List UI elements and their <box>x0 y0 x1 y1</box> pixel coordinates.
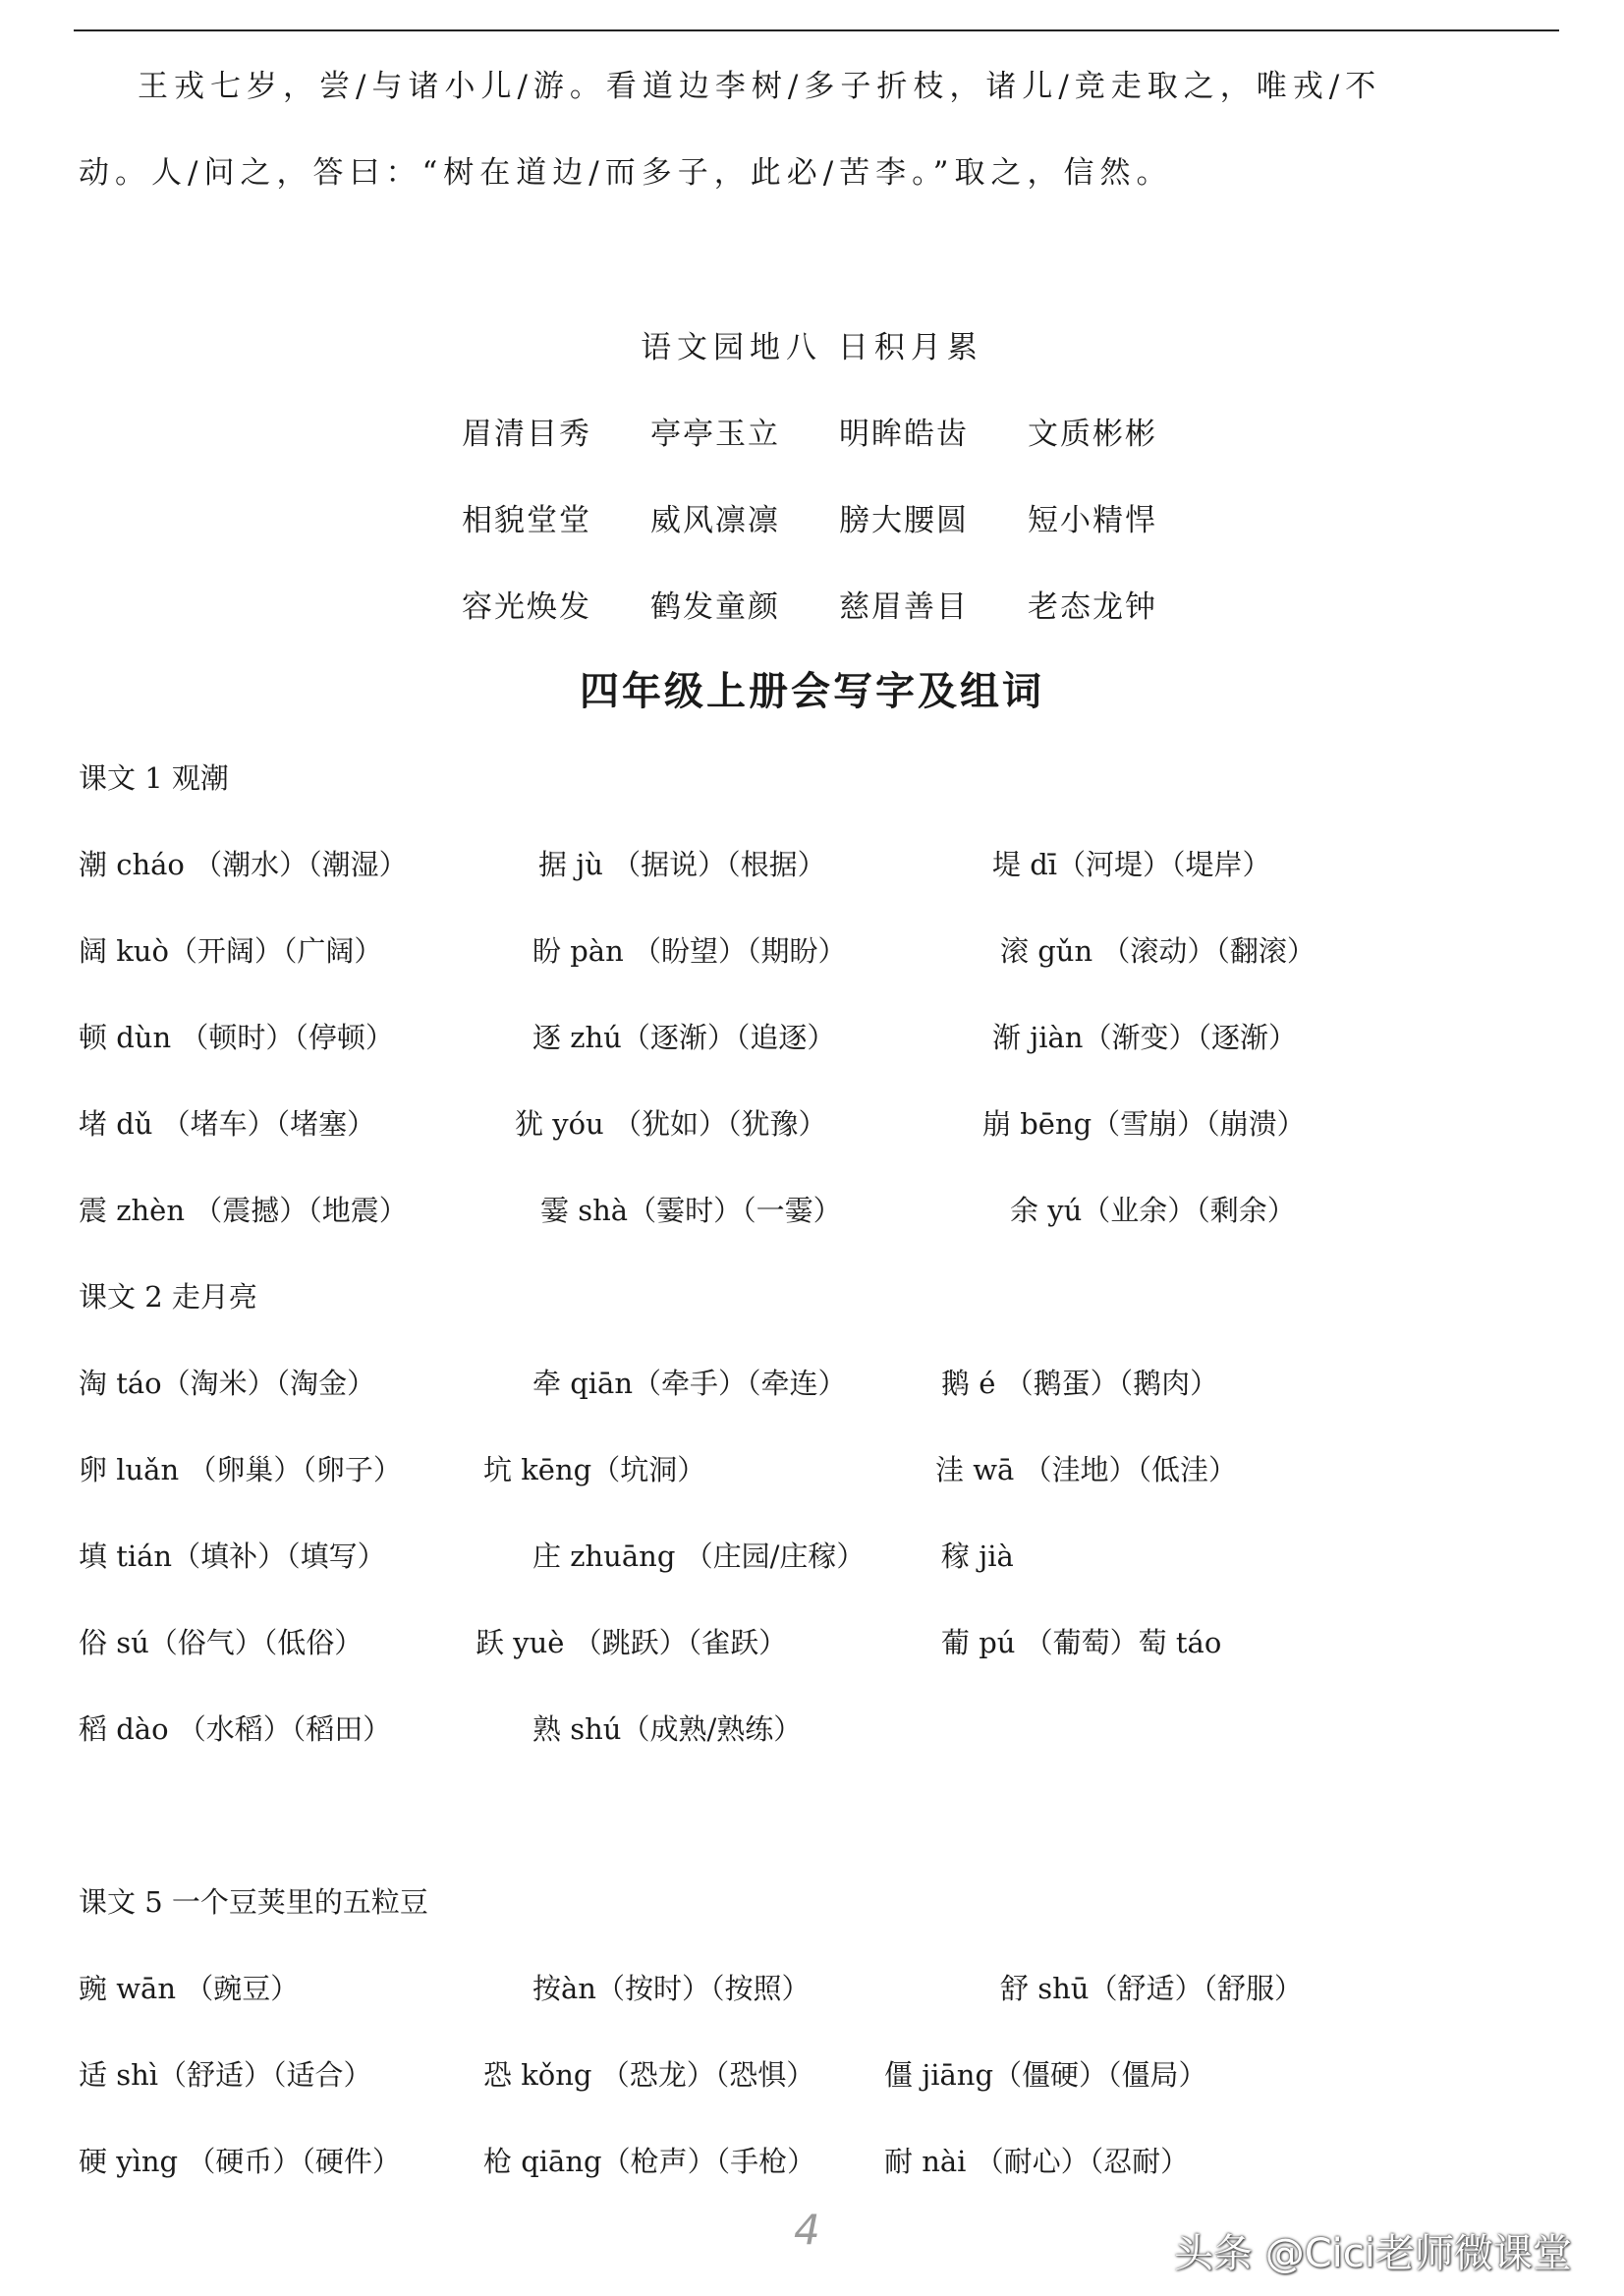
word-entry: 葡 pú （葡萄）萄 táo <box>941 1626 1222 1659</box>
word-entry: 霎 shà（霎时）（一霎） <box>540 1194 842 1227</box>
watermark: 头条 @Cici老师微课堂 <box>1174 2231 1572 2276</box>
page-number: 4 <box>794 2206 820 2254</box>
word-entry: 堤 dī（河堤）（堤岸） <box>992 848 1271 881</box>
idiom: 明眸皓齿 <box>839 417 969 452</box>
word-entry: 耐 nài （耐心）（忍耐） <box>884 2145 1190 2178</box>
word-entry: 硬 yìng （硬币）（硬件） <box>79 2145 401 2178</box>
word-entry: 盼 pàn （盼望）（期盼） <box>532 934 847 968</box>
lesson-heading: 课文 1 观潮 <box>79 761 229 795</box>
idiom: 慈眉善目 <box>839 589 969 625</box>
lesson-heading: 课文 2 走月亮 <box>79 1280 257 1314</box>
word-entry: 稻 dào （水稻）（稻田） <box>79 1712 392 1746</box>
idiom: 亭亭玉立 <box>650 417 780 452</box>
word-entry: 余 yú（业余）（剩余） <box>1010 1194 1296 1227</box>
garden-heading: 语文园地八 日积月累 <box>641 330 983 365</box>
word-entry: 按àn（按时）（按照） <box>532 1972 811 2005</box>
word-entry: 洼 wā （洼地）（低洼） <box>935 1453 1238 1486</box>
idiom-row-1 <box>462 409 1216 453</box>
word-entry: 填 tián（填补）（填写） <box>79 1540 386 1573</box>
word-entry: 崩 bēng（雪崩）（崩溃） <box>982 1107 1306 1141</box>
word-entry: 潮 cháo （潮水）（潮湿） <box>79 848 408 881</box>
idiom: 鹤发童颜 <box>650 589 780 625</box>
word-entry: 僵 jiāng（僵硬）（僵局） <box>884 2058 1207 2092</box>
word-entry: 堵 dǔ （堵车）（堵塞） <box>79 1107 376 1141</box>
idiom: 容光焕发 <box>462 589 591 625</box>
page-title: 四年级上册会写字及组词 <box>580 668 1044 714</box>
idiom: 文质彬彬 <box>1028 417 1157 452</box>
idiom-row-3 <box>462 582 1216 626</box>
word-entry: 阔 kuò（开阔）（广阔） <box>79 934 383 968</box>
word-entry: 渐 jiàn（渐变）（逐渐） <box>992 1021 1297 1054</box>
word-entry: 稼 jià <box>941 1540 1014 1573</box>
word-entry: 据 jù （据说）（根据） <box>538 848 826 881</box>
passage-line-2: 动。人/问之，答曰：“树在道边/而多子，此必/苦李。”取之，信然。 <box>79 155 1173 191</box>
word-entry: 顿 dùn （顿时）（停顿） <box>79 1021 394 1054</box>
idiom: 威风凛凛 <box>650 503 780 538</box>
word-entry: 俗 sú（俗气）（低俗） <box>79 1626 364 1659</box>
idiom: 短小精悍 <box>1028 503 1157 538</box>
word-entry: 震 zhèn （震撼）（地震） <box>79 1194 408 1227</box>
word-entry: 庄 zhuāng （庄园/庄稼） <box>532 1540 866 1573</box>
word-entry: 犹 yóu （犹如）（犹豫） <box>515 1107 827 1141</box>
word-entry: 滚 gǔn （滚动）（翻滚） <box>1000 934 1316 968</box>
idiom: 相貌堂堂 <box>462 503 591 538</box>
word-entry: 恐 kǒng （恐龙）（恐惧） <box>483 2058 815 2092</box>
idiom: 眉清目秀 <box>462 417 591 452</box>
word-entry: 熟 shú（成熟/熟练） <box>532 1712 803 1746</box>
idiom-row-2 <box>462 495 1216 539</box>
lesson-heading: 课文 5 一个豆荚里的五粒豆 <box>79 1885 428 1919</box>
word-entry: 适 shì（舒适）（适合） <box>79 2058 372 2092</box>
word-entry: 鹅 é （鹅蛋）（鹅肉） <box>941 1367 1219 1400</box>
idiom: 老态龙钟 <box>1028 589 1157 625</box>
word-entry: 枪 qiāng（枪声）（手枪） <box>483 2145 816 2178</box>
word-entry: 豌 wān （豌豆） <box>79 1972 300 2005</box>
word-entry: 舒 shū（舒适）（舒服） <box>1000 1972 1303 2005</box>
word-entry: 淘 táo（淘米）（淘金） <box>79 1367 376 1400</box>
top-rule <box>74 29 1559 31</box>
idiom: 膀大腰圆 <box>839 503 969 538</box>
word-entry: 卵 luǎn （卵巢）（卵子） <box>79 1453 402 1486</box>
word-entry: 跃 yuè （跳跃）（雀跃） <box>476 1626 788 1659</box>
word-entry: 坑 kēng（坑洞） <box>483 1453 706 1486</box>
word-entry: 牵 qiān（牵手）（牵连） <box>532 1367 847 1400</box>
passage-line-1: 王戎七岁，尝/与诸小儿/游。看道边李树/多子折枝，诸儿/竞走取之，唯戎/不 <box>138 69 1382 104</box>
word-entry: 逐 zhú（逐渐）（追逐） <box>532 1021 836 1054</box>
